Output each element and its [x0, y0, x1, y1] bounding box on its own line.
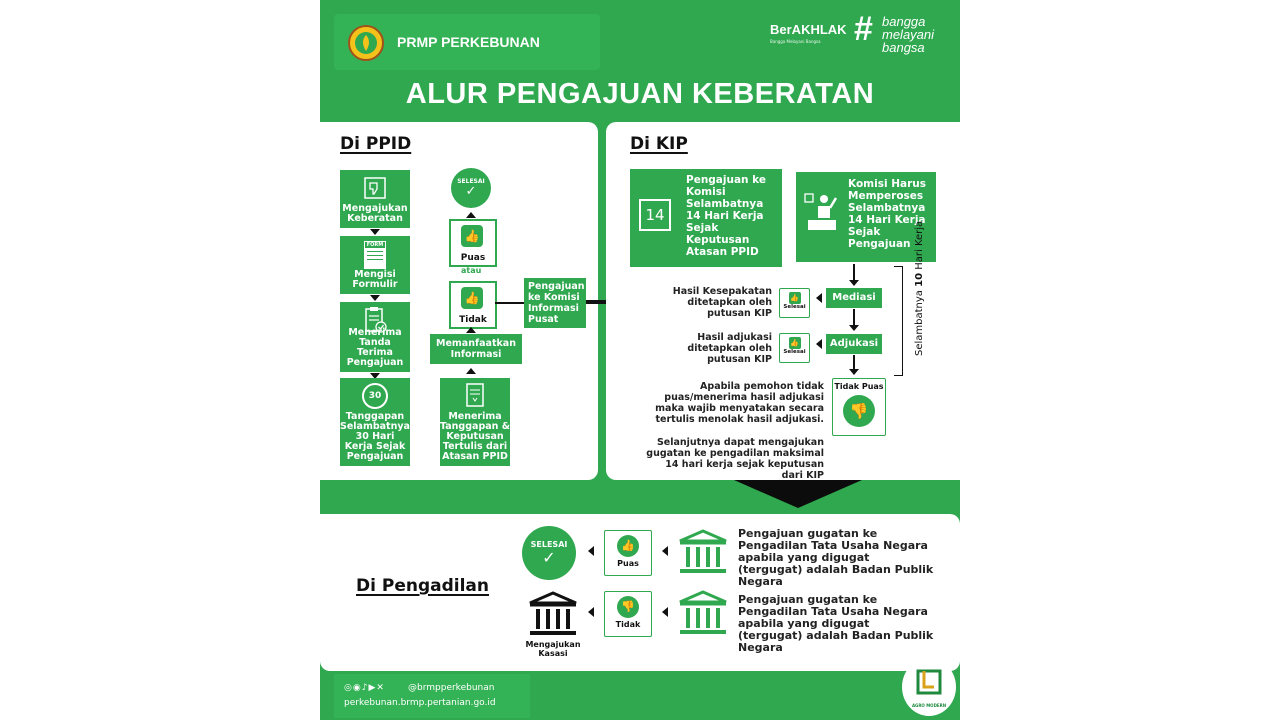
- brand-name: PRMP PERKEBUNAN: [397, 34, 540, 50]
- selesai-label: SELESAI: [530, 540, 568, 549]
- form-icon-label: FORM: [366, 242, 384, 248]
- tagline-line3: bangsa: [882, 40, 925, 55]
- agro-modern-caption: AGRO MODERN: [911, 703, 947, 708]
- tidak-puas-box: [832, 378, 886, 436]
- arrow-up: [466, 212, 476, 218]
- arrow-left: [588, 546, 594, 556]
- step2-label: Mengisi Formulir: [352, 269, 398, 290]
- tidak-box: [449, 281, 497, 329]
- kip-box-pengajuan: [630, 169, 782, 267]
- tidak-label: Tidak: [615, 620, 641, 629]
- side-note-number: 10: [914, 272, 925, 287]
- gugatan-text-1: Pengajuan gugatan ke Pengadilan Tata Usaha Negara apabila yang digugat (tergugat) adalah Badan Publik Negara: [738, 527, 934, 588]
- calendar-14-icon: [639, 199, 671, 231]
- connector: [853, 264, 855, 280]
- tagline-line1: bangga: [882, 14, 926, 29]
- puas-box: [604, 530, 652, 576]
- atau-label: atau: [461, 266, 482, 275]
- selesai-badge: [451, 168, 491, 208]
- step-tanda-terima: [340, 302, 410, 372]
- arrow-left: [662, 546, 668, 556]
- tidak-box: [604, 591, 652, 637]
- note-tidak-puas: Apabila pemohon tidak puas/menerima hasil adjukasi maka wajib menyatakan secara tertulis menolak hasil adjukasi.: [655, 381, 824, 425]
- thumbs-up-icon: 👍: [790, 294, 799, 302]
- note-gugatan: Selanjutnya dapat mengajukan gugatan ke pengadilan maksimal 14 hari kerja sejak keputusan dari KIP: [646, 437, 824, 481]
- selesai-label: SELESAI: [457, 178, 485, 185]
- footer-bar: [334, 674, 530, 718]
- thumbs-up-icon: 👍: [790, 339, 799, 347]
- big-arrow-down: [734, 480, 862, 508]
- pengajuan-kip: Pengajuan ke Komisi Informasi Pusat: [524, 278, 586, 328]
- arrow-down: [849, 280, 859, 286]
- selesai-small-box: [779, 333, 810, 363]
- tidak-puas-label: Tidak Puas: [834, 382, 884, 391]
- kip-box1-text: Pengajuan ke Komisi Selambatnya 14 Hari Kerja Sejak Keputusan Atasan PPID: [686, 174, 767, 258]
- kip-heading: Di KIP: [630, 134, 688, 154]
- connector: [853, 355, 855, 369]
- check-icon: ✓: [465, 184, 477, 199]
- puas-label: Puas: [460, 253, 486, 263]
- kasasi-label: Mengajukan Kasasi: [525, 640, 581, 658]
- thirty-days-number: 30: [368, 391, 382, 401]
- memanfaatkan-informasi: Memanfaatkan Informasi: [430, 334, 522, 364]
- step-mengisi-formulir: [340, 236, 410, 294]
- step4-label: Tanggapan Selambatnya 30 Hari Kerja Sejak Pengajuan: [340, 411, 410, 462]
- page-title: ALUR PENGAJUAN KEBERATAN: [405, 78, 875, 110]
- menerima-label: Menerima Tanggapan & Keputusan Tertulis dari Atasan PPID: [440, 411, 511, 462]
- hasil-kesepakatan-text: Hasil Kesepakatan ditetapkan oleh putusan KIP: [672, 286, 772, 319]
- tidak-label: Tidak: [459, 315, 487, 325]
- side-note: [914, 220, 925, 356]
- connector: [495, 302, 525, 304]
- arrow-down: [370, 295, 380, 301]
- arrow-up: [466, 368, 476, 374]
- step3-label: Menerima Tanda Terima Pengajuan: [346, 327, 404, 368]
- thumbs-down-icon: [363, 176, 387, 200]
- hasil-adjukasi-text: Hasil adjukasi ditetapkan oleh putusan KIP: [687, 332, 772, 365]
- courthouse-icon: [678, 590, 728, 636]
- berakhlak-logo: BerAKHLAK: [770, 22, 847, 37]
- thumbs-up-icon: 👍: [461, 287, 483, 309]
- form-icon: [364, 241, 386, 269]
- agro-modern-logo: [902, 658, 956, 716]
- step-tanggapan-30-hari: [340, 378, 410, 466]
- website: perkebunan.brmp.pertanian.go.id: [344, 698, 496, 708]
- kip-box2-text: Komisi Harus Memperoses Selambatnya 14 Hari Kerja Sejak Pengajuan: [848, 178, 926, 250]
- social-handle: @brmpperkebunan: [408, 683, 495, 693]
- thirty-days-icon: [362, 383, 388, 409]
- calendar-number: 14: [645, 206, 665, 224]
- thumbs-up-icon: 👍: [617, 535, 639, 557]
- thumbs-down-icon: 👎: [617, 596, 639, 618]
- berakhlak-subtitle: Bangga Melayani Bangsa: [770, 39, 821, 44]
- step-mengajukan-keberatan: [340, 170, 410, 228]
- hashtag-icon: #: [854, 10, 873, 48]
- arrow-down: [849, 325, 859, 331]
- thumbs-up-icon: 👍: [461, 225, 483, 247]
- selesai-small-label: Selesai: [783, 304, 806, 310]
- document-icon: [466, 383, 484, 407]
- side-note-tail: Hari Kerja: [914, 220, 925, 270]
- check-icon: ✓: [542, 548, 556, 567]
- step1-label: Mengajukan Keberatan: [342, 203, 408, 224]
- selesai-small-box: [779, 288, 810, 318]
- puas-label: Puas: [617, 559, 639, 568]
- arrow-left: [662, 607, 668, 617]
- arrow-left: [588, 607, 594, 617]
- selesai-small-label: Selesai: [783, 349, 806, 355]
- side-note-text: Selambatnya: [914, 290, 925, 356]
- social-icons: ◎◉♪▶✕: [344, 683, 385, 693]
- menerima-tanggapan: [440, 378, 510, 466]
- gugatan-text-2: Pengajuan gugatan ke Pengadilan Tata Usaha Negara apabila yang digugat (tergugat) adalah Badan Publik Negara: [738, 593, 934, 654]
- arrow-left: [816, 339, 822, 349]
- arrow-down: [849, 369, 859, 375]
- tagline-line2: melayani: [882, 27, 935, 42]
- ppid-heading: Di PPID: [340, 134, 412, 154]
- selesai-badge: [522, 526, 576, 580]
- poster: [320, 0, 960, 720]
- adjukasi-box: Adjukasi: [826, 334, 882, 354]
- presenter-icon: [804, 192, 838, 232]
- arrow-down: [370, 229, 380, 235]
- agro-modern-icon: [912, 665, 946, 699]
- prmp-logo-icon: [348, 25, 384, 61]
- side-bracket: [894, 266, 903, 376]
- puas-box: [449, 219, 497, 267]
- thumbs-down-icon: 👎: [843, 395, 875, 427]
- courthouse-icon: [678, 529, 728, 575]
- pengadilan-heading: Di Pengadilan: [356, 576, 489, 596]
- courthouse-icon: [528, 591, 578, 637]
- connector: [853, 309, 855, 325]
- arrow-up: [466, 327, 476, 333]
- arrow-left: [816, 293, 822, 303]
- mediasi-box: Mediasi: [826, 288, 882, 308]
